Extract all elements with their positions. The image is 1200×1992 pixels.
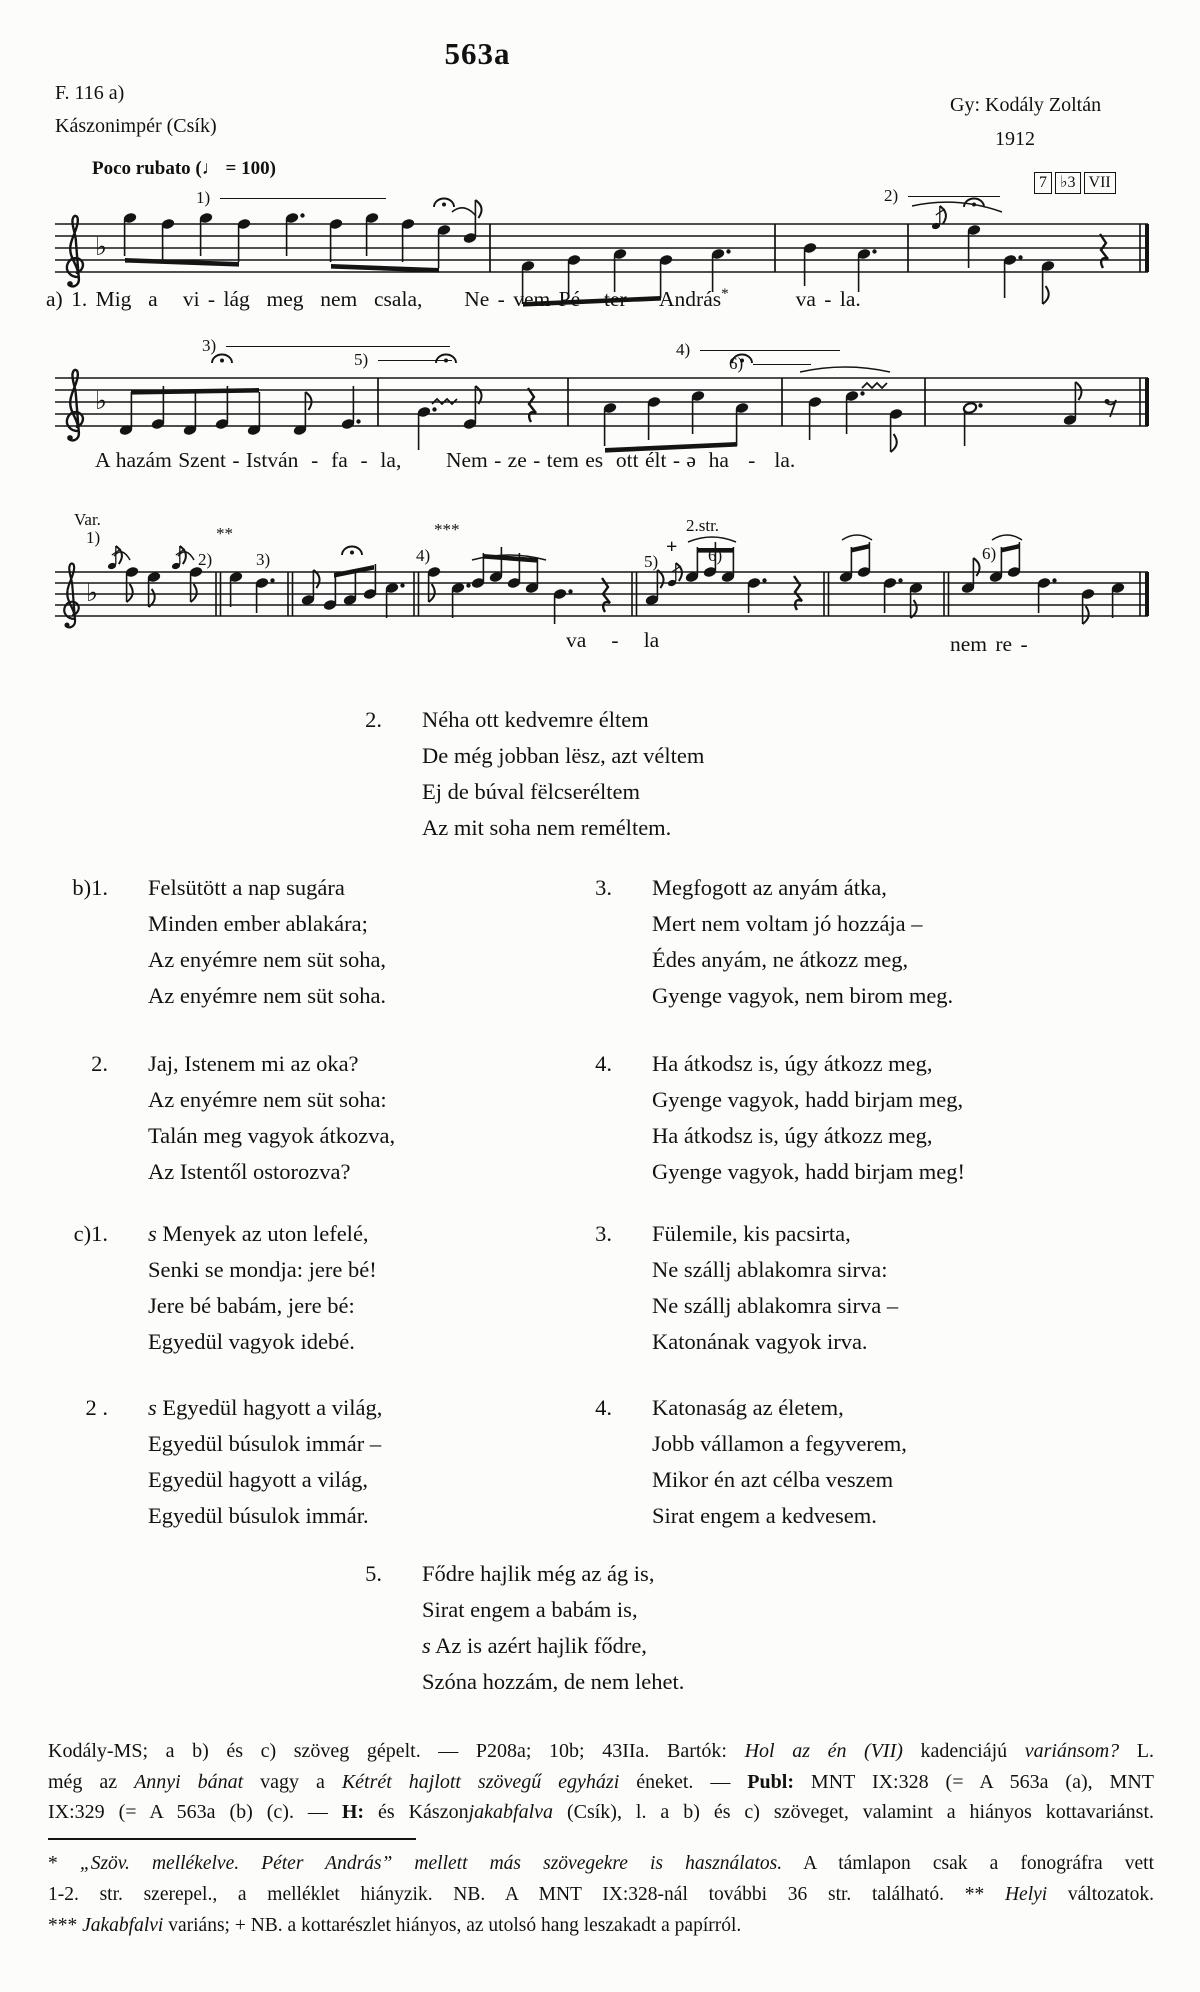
variant-marker: 2) xyxy=(884,186,899,205)
verse-line: Az Istentől ostorozva? xyxy=(148,1159,351,1184)
verse-line: Az enyémre nem süt soha. xyxy=(148,983,387,1008)
svg-text:♭: ♭ xyxy=(95,386,107,415)
text-run: Annyi bánat xyxy=(134,1770,244,1793)
marker-overline xyxy=(226,346,450,347)
text-run: és Kászon xyxy=(364,1801,469,1823)
critical-notes-line xyxy=(48,1797,1154,1828)
verse-line: Mert nem voltam jó hozzája – xyxy=(652,911,923,936)
verse-line: Felsütött a nap sugára xyxy=(148,875,345,900)
verse-b2 xyxy=(56,1046,395,1190)
verse-number: 2 . xyxy=(85,1395,108,1420)
footnote-line xyxy=(48,1910,1154,1941)
verse-line: Az enyémre nem süt soha, xyxy=(148,947,387,972)
text-run: 1-2. str. szerepel., a melléklet hiányzik. NB. A MNT IX:328-nál további 36 str. található. ** xyxy=(48,1884,1005,1905)
verse-line: Jobb vállamon a fegyverem, xyxy=(652,1431,907,1456)
verse-line: Fődre hajlik még az ág is, xyxy=(422,1561,655,1586)
cadence-box-2: ♭3 xyxy=(1055,172,1081,194)
verse-number: 4. xyxy=(595,1051,612,1076)
footnote-asterisk: * xyxy=(721,286,729,302)
verse-line: s Egyedül hagyott a világ, xyxy=(148,1395,383,1420)
verse-line: Talán meg vagyok átkozva, xyxy=(148,1123,396,1148)
verse-line: Senki se mondja: jere bé! xyxy=(148,1257,377,1282)
variation-label: Var. xyxy=(74,510,101,529)
double-asterisk-marker: ** xyxy=(216,524,233,543)
verse-5 xyxy=(330,1556,684,1700)
marker-overline xyxy=(753,364,811,365)
verse-lines xyxy=(652,870,953,1014)
critical-notes-line xyxy=(48,1736,1154,1767)
verse-b4 xyxy=(560,1046,965,1190)
manuscript-reference: F. 116 a) xyxy=(55,82,125,104)
variant-marker: 6) xyxy=(708,546,723,565)
text-run: *** xyxy=(48,1915,83,1936)
verse-number: 3. xyxy=(595,875,612,900)
verse-lines xyxy=(148,1216,377,1360)
song-number: 563a xyxy=(444,36,511,71)
svg-text:♭: ♭ xyxy=(86,578,98,607)
italic-prefix: s xyxy=(422,1633,431,1658)
text-run: variánsom? xyxy=(1024,1740,1120,1762)
verse-lines xyxy=(652,1046,965,1190)
verse-line: Ej de búval fëlcseréltem xyxy=(422,779,641,804)
verse-line: Megfogott az anyám átka, xyxy=(652,875,887,900)
variant-marker: 4) xyxy=(416,546,431,565)
variant-marker: 3) xyxy=(202,336,217,355)
variant-marker: 1) xyxy=(196,188,211,207)
tempo-marking: Poco rubato (♩ = 100) xyxy=(92,158,276,179)
marker-overline xyxy=(220,198,386,199)
triple-asterisk-marker: *** xyxy=(434,520,460,539)
text-run: * xyxy=(48,1853,80,1874)
verse-line: Sirat engem a babám is, xyxy=(422,1597,638,1622)
verse-line: Gyenge vagyok, nem birom meg. xyxy=(652,983,954,1008)
verse-number: 3. xyxy=(595,1221,612,1246)
verse-line: Egyedül búsulok immár – xyxy=(148,1431,382,1456)
text-run: vagy a xyxy=(243,1770,342,1793)
variant-marker: 6) xyxy=(729,354,744,373)
verse-line: Gyenge vagyok, hadd birjam meg! xyxy=(652,1159,966,1184)
verse-2 xyxy=(330,702,704,846)
marker-overline xyxy=(700,350,840,351)
verse-lines xyxy=(148,1046,395,1190)
text-run: éneket. — xyxy=(619,1770,748,1793)
lyrics-line-1-end: va - la. xyxy=(728,287,861,312)
lyrics-line-1 xyxy=(46,286,861,312)
verse-line: Sirat engem a kedvesem. xyxy=(652,1503,877,1528)
text-run: Jakabfalvi xyxy=(82,1915,164,1936)
verse-line: s Az is azért hajlik fődre, xyxy=(422,1633,647,1658)
footnotes xyxy=(48,1848,1154,1941)
variant-marker: 4) xyxy=(676,340,691,359)
verse-number: 5. xyxy=(365,1561,382,1586)
text-run: H: xyxy=(341,1801,365,1823)
text-run: MNT IX:328 (= A 563a (a), MNT xyxy=(793,1770,1155,1793)
verse-c2 xyxy=(56,1390,382,1534)
text-run: Helyi xyxy=(1004,1884,1048,1905)
verse-line: Édes anyám, ne átkozz meg, xyxy=(652,947,909,972)
collection-year: 1912 xyxy=(995,128,1035,150)
text-run: Kétrét hajlott szövegű egyházi xyxy=(341,1770,620,1793)
verse-b1 xyxy=(56,870,386,1014)
text-run: IX:329 (= A 563a (b) (c). — xyxy=(48,1801,342,1823)
variant-marker: 2) xyxy=(198,550,213,569)
verse-lines xyxy=(652,1390,907,1534)
verse-line: s Menyek az uton lefelé, xyxy=(148,1221,369,1246)
lyrics-var-fragment-2: nem re - xyxy=(950,632,1028,656)
text-run: (Csík), l. a b) és c) szöveget, valamint a hiányos kottavariánst. xyxy=(553,1801,1155,1823)
variant-marker: 6) xyxy=(982,544,997,563)
verse-line: Egyedül búsulok immár. xyxy=(148,1503,369,1528)
text-run: változatok. xyxy=(1047,1884,1154,1905)
verse-line: Ne szállj ablakomra sirva – xyxy=(652,1293,899,1318)
italic-prefix: s xyxy=(148,1221,157,1246)
text-run: Publ: xyxy=(747,1770,794,1793)
verse-line: Egyedül vagyok idebé. xyxy=(148,1329,355,1354)
verse-b3 xyxy=(560,870,953,1014)
text-run: variáns; + NB. a kottarészlet hiányos, az utolsó hang leszakadt a papírról. xyxy=(163,1915,742,1936)
lyrics-line-2: A hazám Szent - István - fa - la, Nem - ze - tem es ott élt - ə ha - la. xyxy=(95,448,796,472)
text-run: A támlapon csak a fonográfra vett xyxy=(782,1853,1154,1874)
verse-line: Az mit soha nem reméltem. xyxy=(422,815,672,840)
text-run: Kodály-MS; a b) és c) szöveg gépelt. — P208a; 10b; 43IIa. Bartók: xyxy=(48,1740,745,1762)
verse-line: Néha ott kedvemre éltem xyxy=(422,707,649,732)
cadence-box-3: VII xyxy=(1084,172,1116,194)
verse-c4 xyxy=(560,1390,907,1534)
verse-line: Az enyémre nem süt soha: xyxy=(148,1087,387,1112)
critical-notes xyxy=(48,1736,1154,1828)
verse-lines xyxy=(148,870,386,1014)
verse-lines xyxy=(422,1556,684,1700)
cadence-boxes xyxy=(1018,154,1119,212)
cadence-box-1: 7 xyxy=(1034,172,1052,194)
verse-number: 2. xyxy=(91,1051,108,1076)
footnote-line xyxy=(48,1848,1154,1879)
verse-line: Katonaság az életem, xyxy=(652,1395,844,1420)
svg-text:♭: ♭ xyxy=(95,232,107,261)
verse-line: Mikor én azt célba veszem xyxy=(652,1467,894,1492)
variant-marker: 5) xyxy=(644,552,659,571)
verse-c1 xyxy=(56,1216,377,1360)
verse-lines xyxy=(422,702,704,846)
text-run: Hol az én (VII) xyxy=(744,1740,903,1762)
collector: Gy: Kodály Zoltán xyxy=(950,94,1102,116)
verse-line: Jere bé babám, jere bé: xyxy=(148,1293,355,1318)
verse-line: Jaj, Istenem mi az oka? xyxy=(148,1051,359,1076)
verse-line: Egyedül hagyott a világ, xyxy=(148,1467,368,1492)
verse-line: Minden ember ablakára; xyxy=(148,911,368,936)
verse-line: Ha átkodsz is, úgy átkozz meg, xyxy=(652,1123,933,1148)
marker-overline xyxy=(908,196,1000,197)
verse-line: De még jobban lësz, azt véltem xyxy=(422,743,705,768)
critical-notes-line xyxy=(48,1767,1154,1798)
footnote-line xyxy=(48,1879,1154,1910)
variant-marker: 3) xyxy=(256,550,271,569)
verse-lines xyxy=(148,1390,382,1534)
verse-line: Szóna hozzám, de nem lehet. xyxy=(422,1669,685,1694)
variant-marker: 1) xyxy=(86,528,101,547)
verse-c3 xyxy=(560,1216,898,1360)
lyrics-line-1-text: a) 1. Mig a vi - lág meg nem csala, Ne - vem Pé - ter András xyxy=(46,287,722,312)
variant-marker: 5) xyxy=(354,350,369,369)
verse-number: b)1. xyxy=(72,875,108,900)
text-run: kadenciájú xyxy=(902,1740,1025,1762)
marker-overline xyxy=(378,360,452,361)
verse-number: 2. xyxy=(365,707,382,732)
plus-marker: + xyxy=(666,536,678,558)
verse-number: c)1. xyxy=(73,1221,108,1246)
text-run: még az xyxy=(48,1770,135,1793)
text-run: „Szöv. mellékelve. Péter András” mellett más szövegekre is használatos. xyxy=(79,1853,783,1874)
verse-line: Ha átkodsz is, úgy átkozz meg, xyxy=(652,1051,933,1076)
collection-place: Kászonimpér (Csík) xyxy=(55,115,217,137)
verse-line: Gyenge vagyok, hadd birjam meg, xyxy=(652,1087,964,1112)
italic-prefix: s xyxy=(148,1395,157,1420)
second-strophe-label: 2.str. xyxy=(686,516,720,535)
verse-line: Katonának vagyok irva. xyxy=(652,1329,868,1354)
verse-lines xyxy=(652,1216,898,1360)
verse-line: Fülemile, kis pacsirta, xyxy=(652,1221,851,1246)
text-run: L. xyxy=(1119,1740,1154,1762)
text-run: jakabfalva xyxy=(468,1801,554,1823)
verse-line: Ne szállj ablakomra sirva: xyxy=(652,1257,888,1282)
footnote-separator xyxy=(48,1838,416,1840)
lyrics-var-fragment-1: va - la xyxy=(566,628,660,652)
verse-number: 4. xyxy=(595,1395,612,1420)
